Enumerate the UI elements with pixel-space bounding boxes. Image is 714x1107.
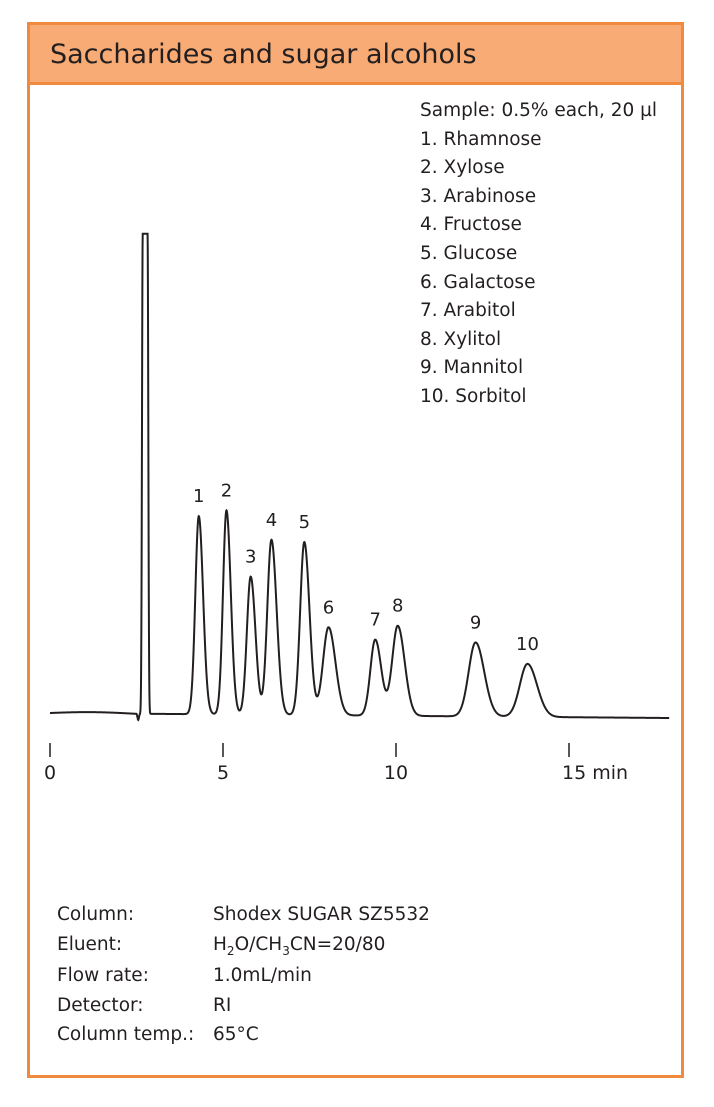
- condition-value: Shodex SUGAR SZ5532: [213, 904, 430, 925]
- peak-label: 7: [369, 609, 381, 631]
- condition-label: Detector:: [57, 994, 144, 1016]
- x-axis-tick-label: 5: [216, 762, 230, 784]
- peak-label: 3: [244, 546, 257, 568]
- peak-label: 5: [298, 512, 311, 534]
- condition-value: 1.0mL/min: [213, 965, 312, 986]
- x-axis-tick-label: 15 min: [562, 762, 629, 784]
- chart-title: Saccharides and sugar alcohols: [50, 39, 477, 70]
- legend-sample: Sample: 0.5% each, 20 µl: [420, 100, 658, 121]
- legend-item: 5. Glucose: [420, 242, 518, 264]
- legend-item: 3. Arabinose: [420, 185, 537, 207]
- legend-item: 9. Mannitol: [420, 357, 524, 379]
- condition-value: 65°C: [213, 1024, 259, 1045]
- peak-label: 8: [392, 595, 404, 617]
- peak-label: 4: [265, 509, 278, 531]
- legend-item: 4. Fructose: [420, 214, 522, 236]
- x-axis-tick-label: 10: [383, 762, 409, 784]
- peak-label: 10: [516, 633, 539, 655]
- condition-label: Flow rate:: [57, 965, 149, 986]
- legend-item: 2. Xylose: [420, 157, 505, 179]
- condition-label: Column temp.:: [57, 1024, 195, 1045]
- legend-item: 8. Xylitol: [420, 328, 502, 350]
- x-axis-tick-label: 0: [43, 762, 57, 784]
- condition-value: RI: [213, 994, 232, 1016]
- peak-label: 6: [322, 597, 335, 619]
- condition-label: Column:: [57, 904, 135, 925]
- condition-label: Eluent:: [57, 933, 123, 955]
- peak-label: 1: [193, 486, 205, 508]
- peak-label: 2: [220, 480, 233, 502]
- peak-label: 9: [469, 612, 482, 634]
- legend-item: 10. Sorbitol: [420, 385, 527, 407]
- condition-value: $H_2O/CH_3CN=20/80$: [213, 933, 386, 958]
- chromatogram-trace: [50, 234, 669, 720]
- legend-item: 6. Galactose: [420, 271, 536, 293]
- legend-item: 1. Rhamnose: [420, 128, 542, 150]
- legend-item: 7. Arabitol: [420, 300, 516, 322]
